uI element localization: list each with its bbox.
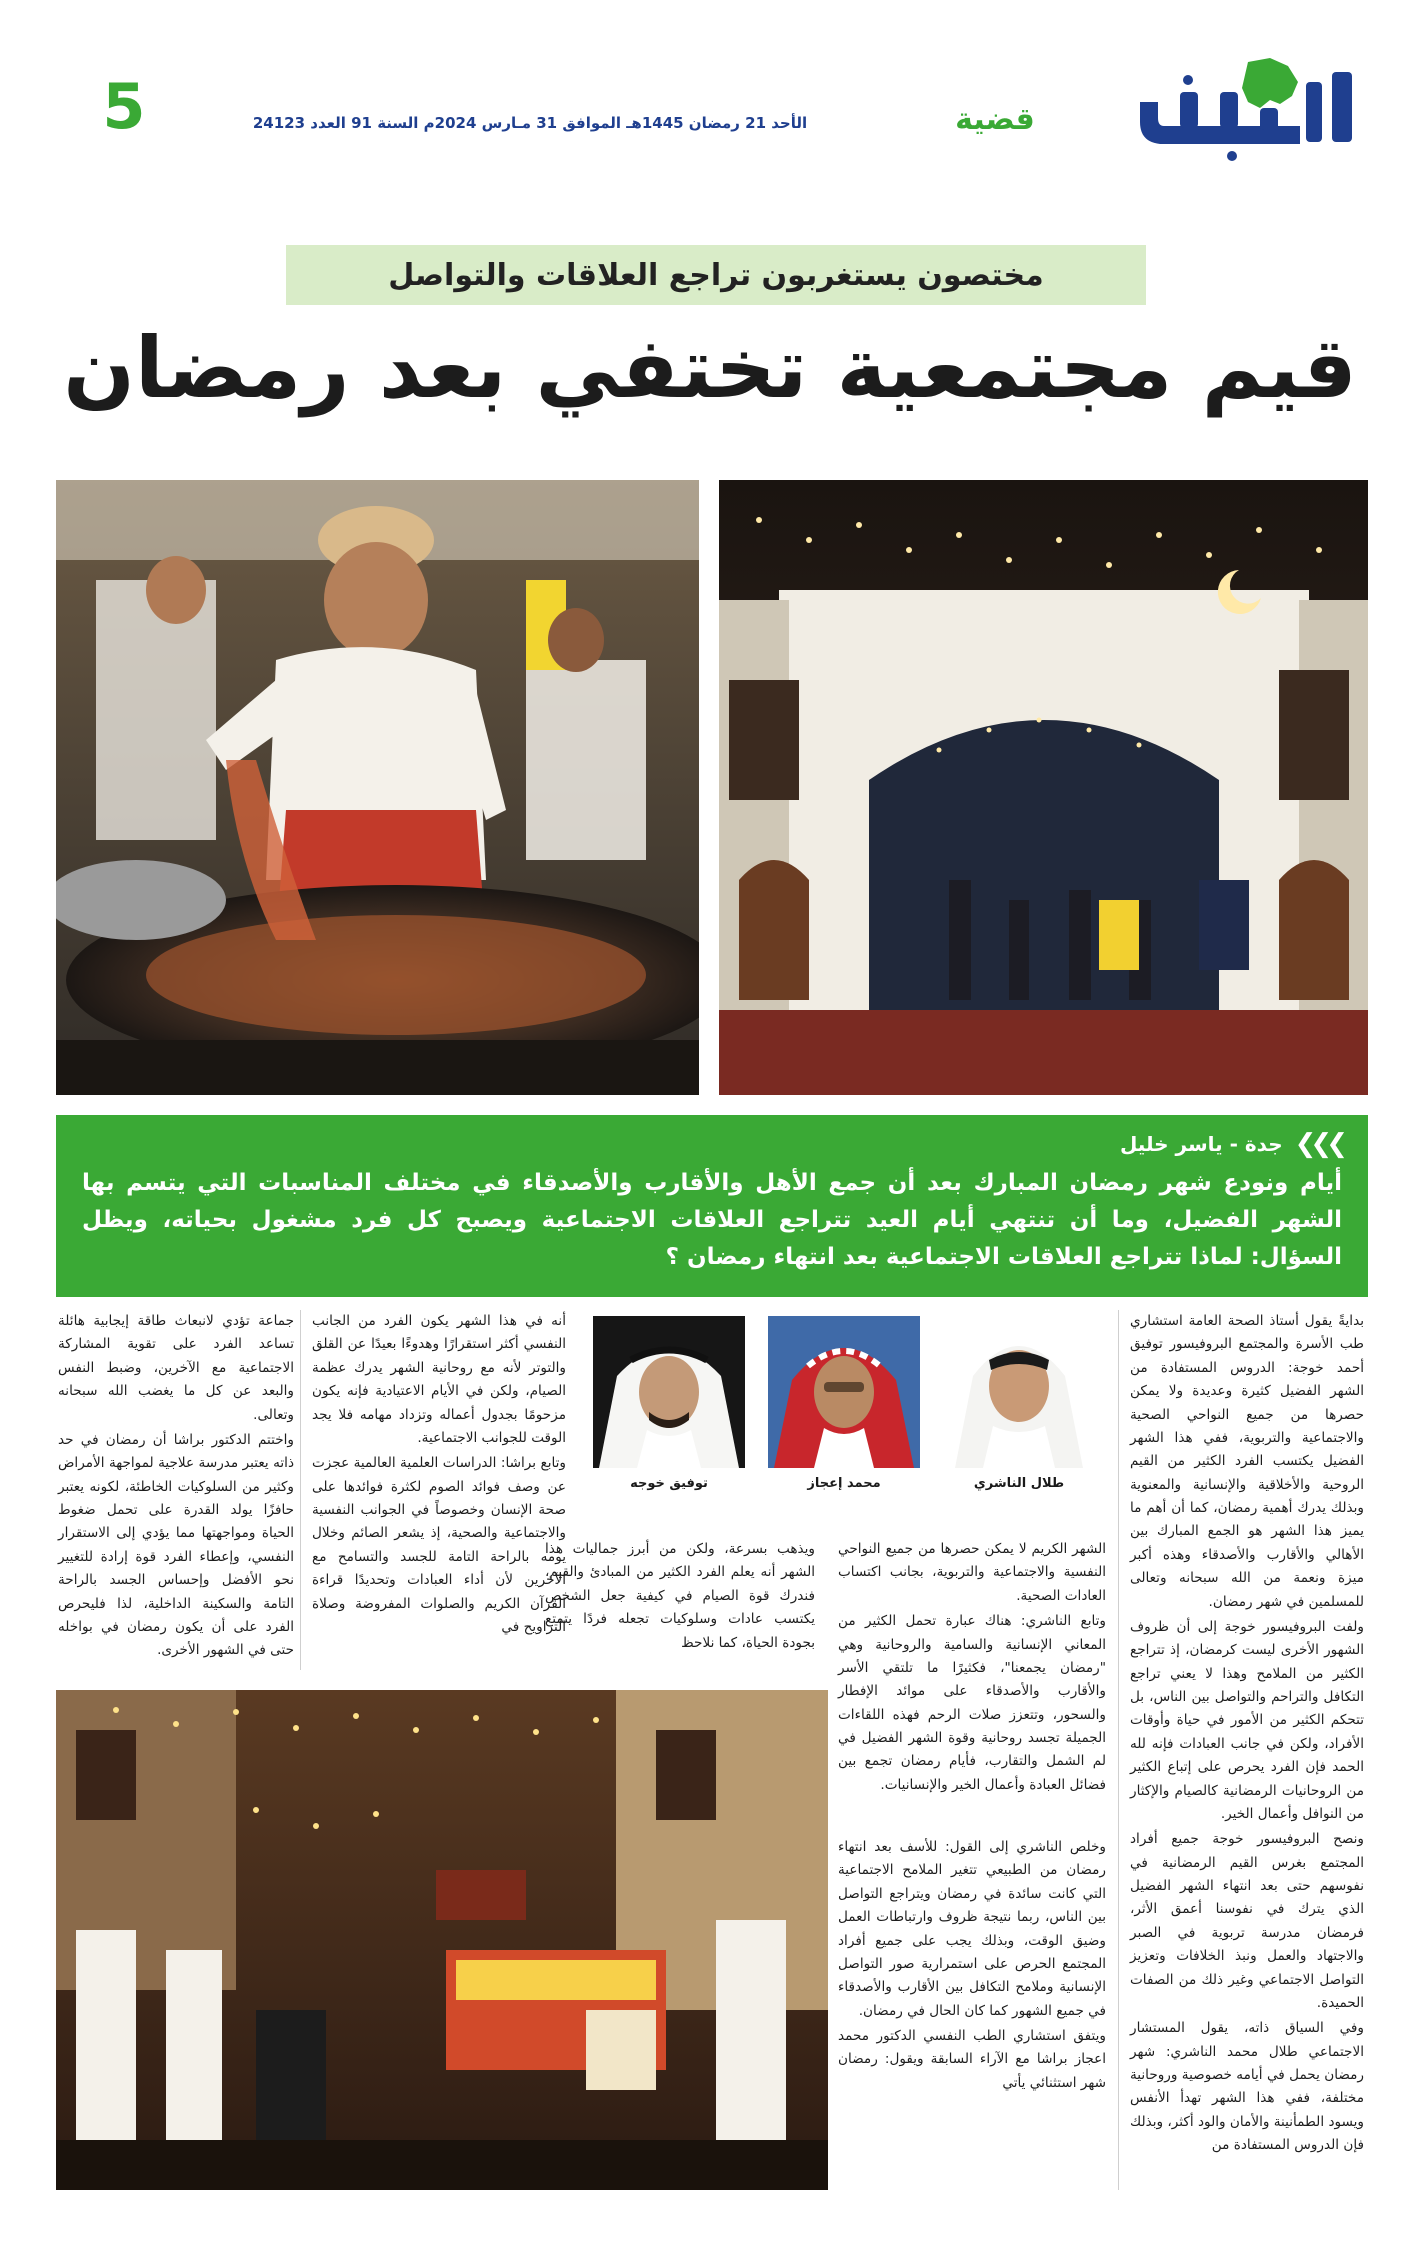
portrait-photo bbox=[768, 1316, 920, 1468]
byline-text: جدة - ياسر خليل bbox=[1119, 1132, 1283, 1156]
portrait-caption: محمد إعجاز bbox=[807, 1476, 881, 1491]
section-tag: قضية bbox=[955, 102, 1035, 137]
main-headline: قيم مجتمعية تختفي بعد رمضان bbox=[63, 319, 1357, 417]
newspaper-logo bbox=[1120, 52, 1370, 167]
page-number: 5 bbox=[102, 70, 146, 143]
article-column-1 bbox=[1130, 1310, 1364, 2160]
paragraph: وفي السياق ذاته، يقول المستشار الاجتماعي طلال محمد الناشري: شهر رمضان يحمل في أيامه خصوصية وروحانية مختلفة، ففي هذا الشهر تهدأ الأنفس ويسود الطمأنينة والأمان والود أكثر، وبذلك فإن الدروس المستفادة من bbox=[1130, 2020, 1364, 2154]
paragraph: وتابع الناشري: هناك عبارة تحمل الكثير من المعاني الإنسانية والسامية والروحانية وهي "رمضان يجمعنا"، فكثيرًا ما تلتقي الأسر والأقارب والأصدقاء على موائد الإفطار والسحور، وتتعزز صلات الرحم فهذه اللقاءات الجميلة تجسد روحانية وقوة الشهر الفضيل في لم الشمل والتقارب، فأيام رمضان تجمع بين فضائل العبادة وأعمال الخير والإنسانيات. bbox=[838, 1613, 1106, 1793]
lead-paragraph: أيام ونودع شهر رمضان المبارك بعد أن جمع الأهل والأقارب والأصدقاء في مختلف المناسبات التي يتسم بها الشهر الفضيل، وما أن تنتهي أيام العيد تتراجع العلاقات الاجتماعية ويصبح كل فرد مشغول بحياته، ويظل السؤال: لماذا تتراجع العلاقات الاجتماعية بعد انتهاء رمضان ؟ bbox=[82, 1170, 1342, 1270]
article-column-2 bbox=[838, 1538, 1106, 1799]
lead-box bbox=[56, 1115, 1368, 1297]
portrait-photo bbox=[593, 1316, 745, 1468]
article-column-3 bbox=[545, 1538, 815, 1657]
portrait-caption: توفيق خوجه bbox=[630, 1476, 708, 1491]
column-divider bbox=[1118, 1310, 1119, 2190]
paragraph: بدايةً يقول أستاذ الصحة العامة استشاري طب الأسرة والمجتمع البروفيسور توفيق أحمد خوجة: الدروس المستفادة من الشهر الفضيل كثيرة وعديدة ولا يمكن حصرها من جميع النواحي الصحية والاجتماعية والتربوية، ففي هذا الشهر الفضيل يكتسب الفرد الكثير من القيم الروحية والأخلاقية والإنسانية والمعنوية وبذلك يدرك أهمية رمضان، كما أن أهم ما يميز هذا الشهر هو الجمع المبارك بين الأهالي والأقارب والأصدقاء وهذه أكبر ميزة ونعمة من الله سبحانه وتعالى للمسلمين في شهر رمضان. bbox=[1130, 1313, 1364, 1610]
paragraph: وخلص الناشري إلى القول: للأسف بعد انتهاء رمضان من الطبيعي تتغير الملامح الاجتماعية التي كانت سائدة في رمضان ويتراجع التواصل بين الناس، ربما نتيجة ظروف وارتباطات العمل وضيق الوقت، وبذلك يجب على جميع أفراد المجتمع الحرص على استمرارية صور التواصل الإنسانية وملامح التكافل بين الأقارب والأصدقاء في جميع الشهور كما كان الحال في رمضان. bbox=[838, 1839, 1106, 2019]
portrait-photo bbox=[943, 1316, 1095, 1468]
ramadan-night-market-photo bbox=[56, 1690, 828, 2190]
article-column-5 bbox=[58, 1310, 294, 1665]
street-food-vendor-photo bbox=[56, 480, 699, 1095]
portrait-talal-alnashri bbox=[943, 1316, 1095, 1491]
column-divider bbox=[300, 1310, 301, 1670]
albilad-logo-graphic bbox=[1120, 52, 1370, 167]
paragraph: ونصح البروفيسور خوجة جميع أفراد المجتمع بغرس القيم الرمضانية في نفوسهم حتى بعد انتهاء الشهر الفضيل الذي يترك في نفوسنا أعمق الأثر، فرمضان مدرسة تربوية في الصبر والاجتهاد والعمل ونبذ الخلافات وتعزيز التواصل الاجتماعي وغير ذلك من الصفات الحميدة. bbox=[1130, 1831, 1364, 2011]
issue-dateline: الأحد 21 رمضان 1445هـ الموافق 31 مـارس 2024م السنة 91 العدد 24123 bbox=[252, 114, 808, 132]
portrait-tawfiq-khoja bbox=[593, 1316, 745, 1491]
chevrons-icon: ❮❮❮ bbox=[1294, 1129, 1342, 1159]
portrait-caption: طلال الناشري bbox=[973, 1476, 1065, 1491]
paragraph: واختتم الدكتور براشا أن رمضان في حد ذاته يعتبر مدرسة علاجية لمواجهة الأمراض وكثير من السلوكيات الخاطئة، لكونه يعتبر حافزًا يولد القدرة على تحمل ضغوط الحياة ومواجهتها مما يؤدي إلى الاستقرار النفسي، وإعطاء الفرد قوة إرادة للتغيير نحو الأفضل وإحساس الجسد بالراحة التامة والسكينة الداخلية، لذا فليحرص الفرد على أن يكون رمضان في بواخله حتى في الشهور الأخرى. bbox=[58, 1431, 294, 1659]
paragraph: ويذهب بسرعة، ولكن من أبرز جماليات هذا الشهر أنه يعلم الفرد الكثير من المبادئ والقيم، فندرك قوة الصيام في كيفية جعل الشخص يكتسب عادات وسلوكيات تجعله فردًا يتمتع بجودة الحياة، كما نلاحظ bbox=[545, 1541, 815, 1651]
article-column-4 bbox=[312, 1310, 566, 1641]
paragraph: وتابع براشا: الدراسات العلمية العالمية عجزت عن وصف فوائد الصوم لكثرة فوائدها على صحة الإنسان وخصوصاً في الجوانب النفسية والاجتماعية والصحية، إذ يشعر الصائم وخلال يومه بالراحة التامة للجسد والتسامح مع الآخرين لأن أداء العبادات وتحديدًا قراءة القرآن الكريم والصلوات المفروضة وصلاة التراويح في bbox=[312, 1455, 566, 1635]
kicker-headline: مختصون يستغربون تراجع العلاقات والتواصل bbox=[286, 245, 1146, 305]
paragraph: الشهر الكريم لا يمكن حصرها من جميع النواحي النفسية والاجتماعية والتربوية، بجانب اكتساب العادات الصحية. bbox=[838, 1541, 1106, 1604]
paragraph: ويتفق استشاري الطب النفسي الدكتور محمد اعجاز براشا مع الآراء السابقة ويقول: رمضان شهر استثنائي يأتي bbox=[838, 2028, 1106, 2091]
article-column-2-continued bbox=[838, 1836, 1106, 2097]
paragraph: ولفت البروفيسور خوجة إلى أن ظروف الشهور الأخرى ليست كرمضان، إذ تتراجع الكثير من الملامح وهذا لا يعني تراجع التكافل والتراحم والتواصل بين الناس، بل تتحكم الكثير من الأمور في حياة وأوقات الأفراد، ولكن في جانب العبادات فإنه لله الحمد فإن الفرد يحرص على إتباع الكثير من الروحانيات الرمضانية كالصيام والإكثار من النوافل وأعمال الخير. bbox=[1130, 1618, 1364, 1822]
portrait-mohammed-ijaz bbox=[768, 1316, 920, 1491]
byline bbox=[82, 1129, 1342, 1159]
paragraph: أنه في هذا الشهر يكون الفرد من الجانب النفسي أكثر استقرارًا وهدوءًا بعيدًا عن القلق والتوتر لأنه مع روحانية الشهر يدرك عظمة الصيام، ولكن في الأيام الاعتيادية فإنه يكون مزحومًا بجدول أعماله وتزداد مهامه فلا يجد الوقت للجوانب الاجتماعية. bbox=[312, 1313, 566, 1446]
paragraph: جماعة تؤدي لانبعاث طاقة إيجابية هائلة تساعد الفرد على تقوية المشاركة الاجتماعية مع الآخرين، وضبط النفس والبعد عن كل ما يغضب الله سبحانه وتعالى. bbox=[58, 1313, 294, 1423]
illuminated-historic-gate-photo bbox=[719, 480, 1368, 1095]
